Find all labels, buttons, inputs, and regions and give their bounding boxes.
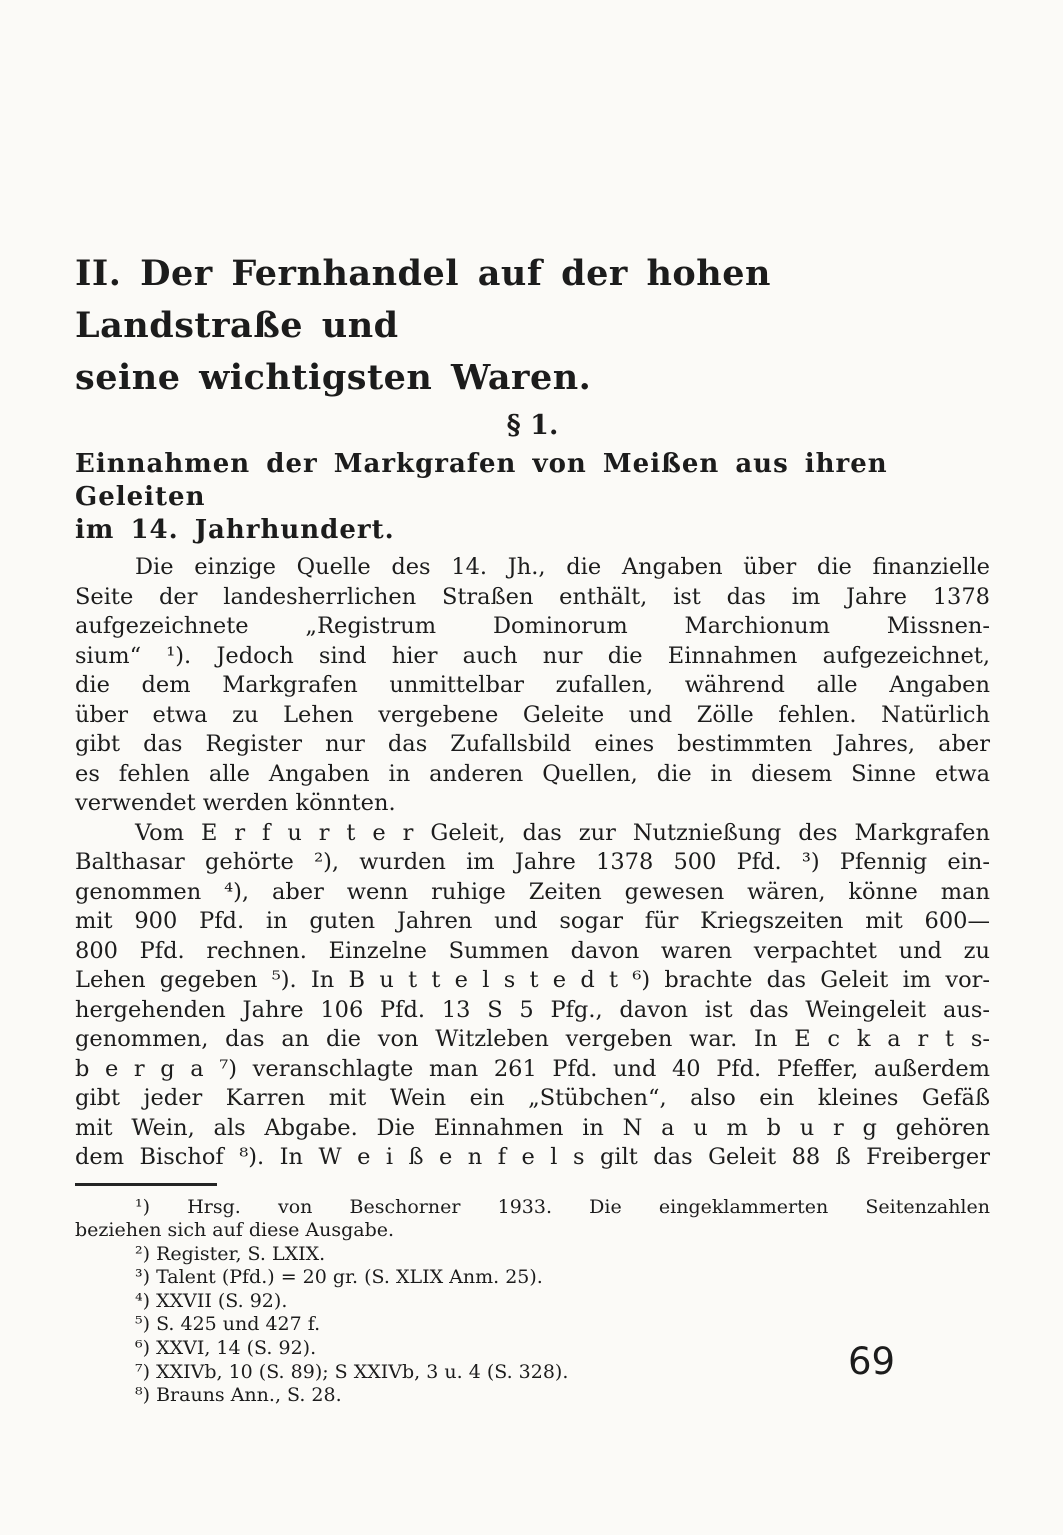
text-line: Balthasar gehörte ²), wurden im Jahre 1378 500 Pfd. ³) Pfennig ein- (75, 849, 990, 875)
text-line: gibt jeder Karren mit Wein ein „Stübchen“, also ein kleines Gefäß (75, 1085, 990, 1111)
text-line: mit 900 Pfd. in guten Jahren und sogar für Kriegszeiten mit 600— (75, 908, 990, 934)
text-line: b e r g a ⁷) veranschlagte man 261 Pfd. und 40 Pfd. Pfeffer, außerdem (75, 1055, 990, 1082)
footnote-line: ¹) Hrsg. von Beschorner 1933. Die eingeklammerten Seitenzahlen (135, 1195, 990, 1218)
subheading-line: im 14. Jahrhundert. (75, 515, 395, 545)
footnote-separator (75, 1183, 217, 1186)
text-line: genommen, das an die von Witzleben vergeben war. In E c k a r t s- (75, 1026, 990, 1052)
text-line: aufgezeichnete „Registrum Dominorum Marchionum Missnen- (75, 613, 990, 639)
body-text (75, 553, 990, 1173)
section-subheading (75, 448, 990, 547)
footnote-line: ⁷) XXIVb, 10 (S. 89); S XXIVb, 3 u. 4 (S. 328). (135, 1360, 569, 1383)
text-line: dem Bischof ⁸). In W e i ß e n f e l s gilt das Geleit 88 ß Freiberger (75, 1144, 990, 1170)
page-number: 69 (848, 1340, 896, 1383)
heading-line: II. Der Fernhandel auf der hohen Landstraße und (75, 253, 771, 346)
text-line: über etwa zu Lehen vergebene Geleite und Zölle fehlen. Natürlich (75, 701, 990, 728)
text-column (75, 248, 990, 1408)
chapter-heading (75, 248, 990, 404)
footnote-line: ³) Talent (Pfd.) = 20 gr. (S. XLIX Anm. 25). (135, 1266, 543, 1289)
section-mark: § 1. (506, 410, 559, 441)
footnote-item (75, 1243, 990, 1267)
footnote-item (75, 1266, 990, 1290)
text-line: sium“ ¹). Jedoch sind hier auch nur die Einnahmen aufgezeichnet, (75, 642, 990, 669)
text-line: es fehlen alle Angaben in anderen Quellen, die in diesem Sinne etwa (75, 760, 990, 787)
paragraph-2 (75, 819, 990, 1173)
footnote-line: beziehen sich auf diese Ausgabe. (75, 1219, 395, 1242)
footnote-line: ⁶) XXVI, 14 (S. 92). (135, 1337, 317, 1360)
footnote-item (75, 1313, 990, 1337)
text-line: 800 Pfd. rechnen. Einzelne Summen davon waren verpachtet und zu (75, 937, 990, 964)
text-line: Seite der landesherrlichen Straßen enthält, ist das im Jahre 1378 (75, 583, 990, 610)
paragraph-1 (75, 553, 990, 819)
text-line: mit Wein, als Abgabe. Die Einnahmen in N a u m b u r g gehören (75, 1114, 990, 1141)
text-line: Die einzige Quelle des 14. Jh., die Angaben über die finanzielle (135, 554, 990, 580)
footnote-item (75, 1290, 990, 1314)
text-line: hergehenden Jahre 106 Pfd. 13 S 5 Pfg., davon ist das Weingeleit aus- (75, 996, 990, 1023)
text-line: Lehen gegeben ⁵). In B u t t e l s t e d t ⁶) brachte das Geleit im vor- (75, 967, 990, 993)
heading-line: seine wichtigsten Waren. (75, 357, 592, 398)
footnote-item (75, 1384, 990, 1408)
subheading-line: Einnahmen der Markgrafen von Meißen aus ihren Geleiten (75, 449, 888, 512)
footnote-line: ²) Register, S. LXIX. (135, 1242, 326, 1265)
text-line: verwendet werden könnten. (75, 790, 396, 816)
footnote-line: ⁴) XXVII (S. 92). (135, 1289, 288, 1312)
footnote-line: ⁵) S. 425 und 427 f. (135, 1313, 321, 1336)
footnote-line: ⁸) Brauns Ann., S. 28. (135, 1384, 342, 1407)
footnote-item (75, 1196, 990, 1243)
text-line: die dem Markgrafen unmittelbar zufallen, während alle Angaben (75, 672, 990, 698)
text-line: gibt das Register nur das Zufallsbild eines bestimmten Jahres, aber (75, 731, 990, 757)
text-line: genommen ⁴), aber wenn ruhige Zeiten gewesen wären, könne man (75, 878, 990, 905)
text-line: Vom E r f u r t e r Geleit, das zur Nutznießung des Markgrafen (135, 819, 990, 846)
